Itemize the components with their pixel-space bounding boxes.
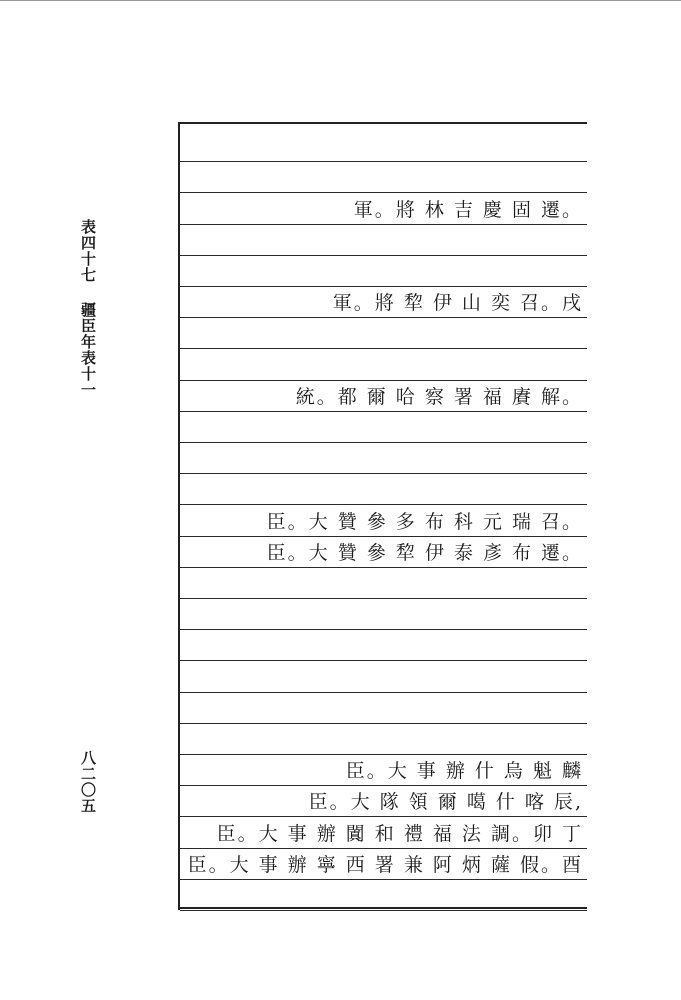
row-rule xyxy=(180,660,587,661)
table-bottom-border xyxy=(180,907,587,909)
row-rule xyxy=(180,785,587,786)
entry-line: 軍。將 犂 伊 山 奕 召。戌 xyxy=(332,292,583,315)
row-rule xyxy=(180,317,587,318)
row-rule xyxy=(180,192,587,193)
row-rule xyxy=(180,910,587,911)
entry-line: 臣。大 隊 領 爾 噶 什 喀 辰, xyxy=(308,791,583,814)
row-rule xyxy=(180,224,587,225)
table-top-border xyxy=(180,122,587,124)
entry-line: 臣。大 事 辦 什 烏 魁 麟 xyxy=(345,760,583,783)
row-rule xyxy=(180,723,587,724)
row-rule xyxy=(180,411,587,412)
row-rule xyxy=(180,879,587,880)
row-rule xyxy=(180,567,587,568)
row-rule xyxy=(180,161,587,162)
row-rule xyxy=(180,692,587,693)
row-rule xyxy=(180,629,587,630)
entry-line: 統。都 爾 哈 察 署 福 賡 解。 xyxy=(295,385,583,408)
row-rule xyxy=(180,442,587,443)
row-rule xyxy=(180,754,587,755)
row-rule xyxy=(180,848,587,849)
entry-line: 臣。大 贊 參 犂 伊 泰 彥 布 遷。 xyxy=(266,541,583,564)
row-rule xyxy=(180,348,587,349)
table-left-border xyxy=(178,122,180,910)
entry-line: 軍。將 林 吉 慶 固 遷。 xyxy=(353,198,583,221)
row-rule xyxy=(180,286,587,287)
entry-line: 臣。大 贊 參 多 布 科 元 瑞 召。 xyxy=(266,510,583,533)
table-title: 表四十七 疆臣年表十一 xyxy=(79,218,97,398)
row-rule xyxy=(180,380,587,381)
page-number: 八二〇五 xyxy=(79,750,97,814)
row-rule xyxy=(180,473,587,474)
top-edge-rule xyxy=(0,0,681,1)
row-rule xyxy=(180,504,587,505)
row-rule xyxy=(180,816,587,817)
row-rule xyxy=(180,598,587,599)
entry-line: 臣。大 事 辦 寧 西 署 兼 阿 炳 薩 假。酉 xyxy=(187,853,583,876)
row-rule xyxy=(180,255,587,256)
row-rule xyxy=(180,536,587,537)
entry-line: 臣。大 事 辦 闐 和 禮 福 法 調。卯 丁 xyxy=(216,822,583,845)
